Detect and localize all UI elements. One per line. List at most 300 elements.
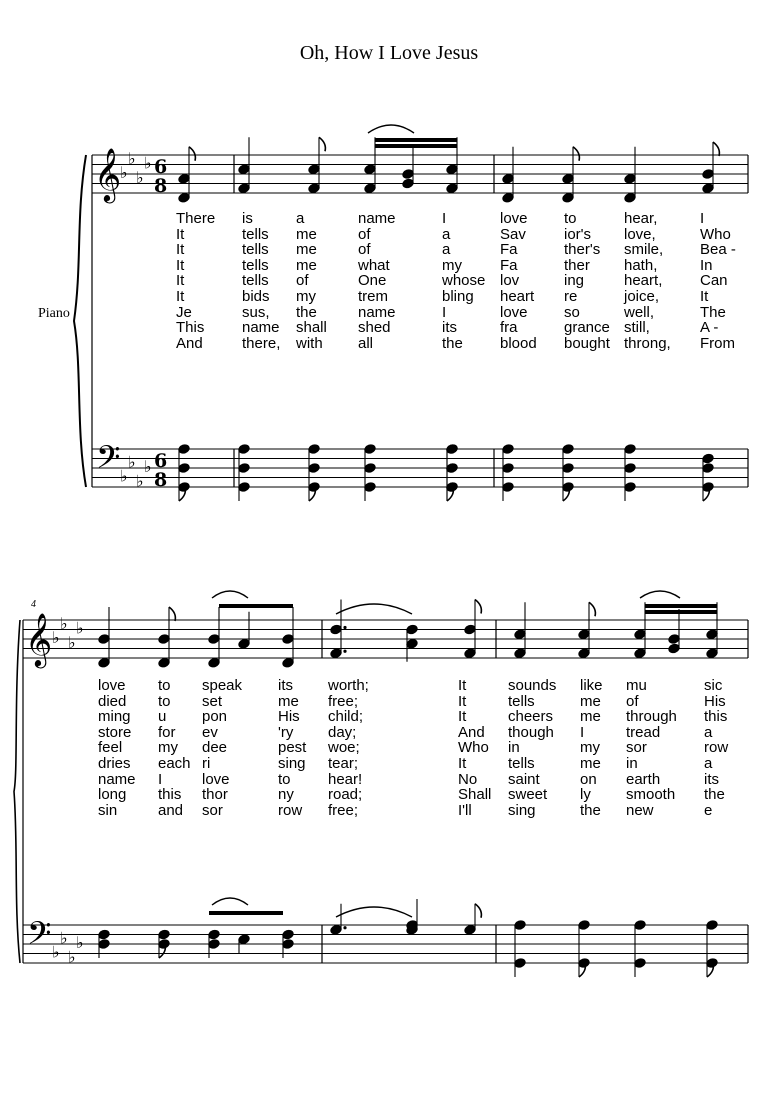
lyric-syllable: me: [580, 692, 601, 710]
lyric-syllable: earth: [626, 770, 661, 788]
notehead: [406, 624, 418, 635]
lyric-syllable: pon: [202, 708, 228, 726]
lyric-syllable: joice,: [624, 288, 660, 305]
notehead: [282, 929, 294, 940]
brace: [74, 155, 86, 487]
lyric-syllable: tells: [242, 256, 269, 274]
lyric-syllable: my: [580, 739, 600, 757]
lyric-syllable: It: [700, 288, 709, 305]
lyric-syllable: bids: [242, 288, 270, 305]
lyric-syllable: One: [358, 272, 387, 290]
notehead: [406, 638, 418, 649]
lyric-syllable: ny: [278, 786, 294, 804]
beam: [209, 911, 283, 915]
lyric-syllable: dries: [98, 755, 131, 772]
flat-sign: ♭: [76, 933, 84, 952]
notehead: [446, 183, 458, 194]
lyric-syllable: my: [296, 288, 316, 305]
bass-clef: 𝄢: [27, 914, 52, 959]
flat-sign: ♭: [128, 452, 136, 472]
notehead: [514, 958, 526, 969]
beam: [645, 610, 717, 614]
lyric-syllable: hear,: [624, 210, 658, 227]
lyric-syllable: its: [704, 770, 719, 788]
lyric-syllable: And: [458, 723, 485, 741]
beam: [375, 138, 457, 142]
treble-clef: 𝄞: [25, 612, 53, 666]
lyric-syllable: to: [564, 210, 577, 227]
lyric-syllable: me: [296, 241, 317, 259]
notehead: [702, 453, 714, 464]
lyric-syllable: ther's: [564, 241, 601, 259]
notehead: [330, 924, 342, 935]
flat-sign: ♭: [120, 163, 128, 182]
lyric-syllable: to: [278, 770, 291, 788]
lyric-syllable: the: [442, 334, 463, 352]
lyric-syllable: e: [704, 801, 713, 819]
notehead: [562, 444, 574, 455]
notehead: [502, 173, 514, 184]
lyric-syllable: what: [358, 256, 390, 274]
lyric-syllable: bling: [442, 288, 474, 305]
lyric-syllable: ther: [564, 256, 590, 274]
notehead: [98, 634, 110, 645]
notehead: [178, 173, 190, 184]
lyric-syllable: me: [580, 708, 601, 726]
flag: [475, 600, 481, 614]
lyric-syllable: to: [158, 692, 171, 710]
slur: [368, 125, 414, 133]
flat-sign: ♭: [136, 471, 144, 491]
flat-sign: ♭: [136, 167, 144, 187]
notehead: [446, 463, 458, 474]
lyric-syllable: tear;: [328, 755, 359, 772]
notehead: [668, 634, 680, 645]
lyric-syllable: smooth: [626, 786, 676, 804]
notehead: [208, 634, 220, 645]
lyric-syllable: ri: [202, 755, 211, 772]
notehead: [308, 183, 320, 194]
lyric-syllable: hath,: [624, 256, 658, 274]
lyric-syllable: sor: [202, 801, 223, 819]
slur: [640, 591, 680, 598]
notehead: [464, 624, 476, 635]
notehead: [502, 463, 514, 474]
lyric-syllable: love: [98, 677, 126, 694]
lyric-syllable: tells: [508, 692, 535, 710]
time-sig-bottom: 8: [154, 469, 168, 492]
lyric-syllable: of: [358, 241, 371, 259]
lyric-syllable: shed: [358, 319, 391, 337]
lyric-syllable: the: [296, 303, 317, 321]
flat-sign: ♭: [76, 618, 84, 638]
notehead: [702, 169, 714, 180]
lyric-syllable: love,: [624, 225, 656, 243]
notehead: [98, 929, 110, 940]
notehead: [502, 444, 514, 455]
flat-sign: ♭: [144, 457, 152, 476]
lyric-syllable: a: [704, 723, 713, 741]
notehead: [464, 648, 476, 659]
slur: [336, 604, 412, 614]
notehead: [464, 924, 476, 935]
lyric-syllable: me: [278, 692, 299, 710]
lyric-syllable: It: [176, 256, 185, 274]
notehead: [330, 648, 342, 659]
lyric-syllable: like: [580, 677, 603, 694]
lyric-syllable: hear!: [328, 770, 363, 788]
notehead: [702, 482, 714, 493]
lyric-syllable: the: [580, 801, 601, 819]
notehead: [578, 648, 590, 659]
lyric-syllable: me: [296, 225, 317, 243]
notehead: [578, 958, 590, 969]
lyric-syllable: I: [442, 210, 447, 227]
lyric-syllable: mu: [626, 677, 647, 694]
notehead: [208, 939, 220, 950]
lyric-syllable: smile,: [624, 241, 664, 259]
notehead: [308, 444, 320, 455]
lyric-syllable: name: [358, 210, 396, 227]
notehead: [208, 929, 220, 940]
lyric-syllable: thor: [202, 786, 228, 804]
flat-sign: ♭: [128, 148, 136, 168]
lyric-syllable: It: [176, 225, 185, 243]
lyric-syllable: the: [704, 786, 725, 804]
instrument-label: Piano: [38, 306, 70, 321]
notehead: [668, 643, 680, 654]
notehead: [402, 178, 414, 189]
lyric-syllable: sus,: [242, 303, 270, 321]
lyric-syllable: this: [158, 786, 182, 804]
lyric-syllable: sin: [98, 801, 118, 819]
notehead: [308, 463, 320, 474]
notehead: [98, 939, 110, 950]
bass-clef: 𝄢: [96, 438, 121, 483]
beam: [375, 144, 457, 148]
lyric-syllable: sweet: [508, 786, 548, 804]
notehead: [634, 629, 646, 640]
flat-sign: ♭: [52, 628, 60, 647]
lyric-syllable: woe;: [328, 739, 360, 757]
flat-sign: ♭: [52, 942, 60, 962]
lyric-syllable: name: [358, 303, 396, 321]
flag: [713, 142, 719, 156]
lyric-syllable: love: [500, 210, 528, 227]
notehead: [308, 164, 320, 175]
notehead: [562, 173, 574, 184]
notehead: [402, 169, 414, 180]
notehead: [98, 657, 110, 668]
notehead: [562, 463, 574, 474]
flag: [573, 147, 579, 161]
lyric-syllable: love: [202, 770, 230, 788]
beam: [219, 604, 293, 608]
notehead: [514, 648, 526, 659]
song-title: Oh, How I Love Jesus: [299, 42, 479, 64]
flat-sign: ♭: [68, 632, 76, 652]
flag: [319, 137, 325, 151]
slur: [212, 898, 248, 905]
notehead: [364, 463, 376, 474]
lyric-syllable: 'ry: [278, 723, 294, 741]
lyric-syllable: through: [626, 708, 677, 726]
lyric-syllable: is: [242, 210, 253, 227]
lyric-syllable: I: [580, 723, 585, 741]
lyric-syllable: each: [158, 755, 191, 772]
lyric-syllable: The: [700, 303, 726, 321]
lyric-syllable: to: [158, 677, 171, 694]
brace: [14, 620, 20, 963]
lyric-syllable: There: [176, 210, 216, 227]
lyric-syllable: me: [580, 755, 601, 772]
notehead: [446, 482, 458, 493]
lyric-syllable: Fa: [500, 256, 518, 274]
slur: [212, 591, 248, 598]
lyric-syllable: new: [626, 801, 654, 819]
measure-number: 4: [31, 599, 36, 610]
lyric-syllable: heart,: [624, 272, 663, 290]
lyric-syllable: road;: [328, 786, 363, 804]
notehead: [364, 482, 376, 493]
notehead: [330, 624, 342, 635]
lyric-syllable: I: [700, 210, 705, 227]
notehead: [706, 920, 718, 931]
lyric-syllable: feel: [98, 739, 123, 757]
notehead: [364, 164, 376, 175]
lyric-syllable: It: [176, 288, 185, 305]
lyric-syllable: free;: [328, 692, 359, 710]
time-sig-top: 6: [154, 450, 168, 473]
slur: [336, 907, 412, 917]
lyric-syllable: its: [442, 319, 457, 337]
lyric-syllable: tread: [626, 723, 661, 741]
beam: [645, 604, 717, 608]
lyric-syllable: whose: [442, 272, 486, 290]
lyric-syllable: ev: [202, 723, 218, 741]
notehead: [624, 463, 636, 474]
lyric-syllable: ior's: [564, 225, 592, 243]
notehead: [282, 657, 294, 668]
lyric-syllable: I: [158, 770, 163, 788]
lyric-syllable: pest: [278, 739, 307, 757]
notehead: [578, 920, 590, 931]
flag: [169, 607, 175, 621]
lyric-syllable: ming: [98, 708, 131, 726]
notehead: [238, 482, 250, 493]
notehead: [178, 482, 190, 493]
lyric-syllable: I: [442, 303, 447, 321]
notehead: [446, 444, 458, 455]
notehead: [282, 634, 294, 645]
lyric-syllable: with: [296, 334, 323, 352]
notehead: [208, 657, 220, 668]
lyric-syllable: Fa: [500, 241, 518, 259]
lyric-syllable: day;: [328, 723, 357, 741]
lyric-syllable: It: [458, 692, 467, 710]
lyric-syllable: on: [580, 770, 597, 788]
lyric-syllable: No: [458, 770, 478, 788]
lyric-syllable: of: [296, 272, 309, 290]
lyric-syllable: speak: [202, 677, 243, 694]
lyric-syllable: heart: [500, 288, 535, 305]
notehead: [364, 183, 376, 194]
lyric-syllable: Who: [458, 739, 489, 757]
lyric-syllable: lov: [500, 272, 520, 290]
flag: [189, 147, 195, 161]
lyric-syllable: sing: [508, 801, 536, 819]
lyric-syllable: A -: [700, 319, 719, 337]
lyric-syllable: all: [358, 334, 374, 352]
lyric-syllable: It: [458, 755, 467, 772]
notehead: [706, 629, 718, 640]
notehead: [158, 634, 170, 645]
notehead: [178, 444, 190, 455]
notehead: [158, 939, 170, 950]
notehead: [158, 929, 170, 940]
lyric-syllable: for: [158, 723, 176, 741]
lyric-syllable: Shall: [458, 786, 492, 804]
notehead: [158, 657, 170, 668]
dot: [343, 650, 346, 653]
lyric-syllable: my: [442, 256, 462, 274]
lyric-syllable: sing: [278, 755, 306, 772]
notehead: [624, 192, 636, 203]
lyric-syllable: me: [296, 256, 317, 274]
lyric-syllable: and: [158, 801, 184, 819]
flag: [475, 904, 481, 918]
lyric-syllable: re: [564, 288, 578, 305]
lyric-syllable: Sav: [500, 225, 526, 243]
lyric-syllable: of: [358, 225, 371, 243]
notehead: [634, 958, 646, 969]
lyric-syllable: tells: [242, 225, 269, 243]
lyric-syllable: row: [278, 801, 303, 819]
lyric-syllable: His: [278, 708, 300, 726]
notehead: [446, 164, 458, 175]
lyric-syllable: a: [296, 210, 305, 227]
lyric-syllable: love: [500, 303, 528, 321]
lyric-syllable: though: [508, 723, 554, 741]
lyric-syllable: Bea -: [700, 241, 736, 259]
notehead: [502, 192, 514, 203]
notehead: [238, 934, 250, 945]
lyric-syllable: trem: [358, 288, 388, 305]
lyric-syllable: u: [158, 708, 167, 726]
lyric-syllable: ing: [564, 272, 585, 290]
lyric-syllable: a: [704, 755, 713, 772]
time-sig-top: 6: [154, 156, 168, 179]
lyric-syllable: there,: [242, 334, 281, 352]
lyric-syllable: dee: [202, 739, 228, 757]
lyric-syllable: Can: [700, 272, 728, 290]
lyric-syllable: so: [564, 303, 580, 321]
notehead: [702, 463, 714, 474]
lyric-syllable: ly: [580, 786, 591, 804]
lyric-syllable: still,: [624, 319, 650, 337]
lyric-syllable: worth;: [328, 677, 369, 694]
notehead: [706, 648, 718, 659]
lyric-syllable: free;: [328, 801, 359, 819]
lyric-syllable: well,: [624, 303, 655, 321]
notehead: [178, 192, 190, 203]
flag: [589, 602, 595, 616]
lyric-syllable: And: [176, 334, 203, 352]
lyric-syllable: throng,: [624, 334, 671, 352]
lyric-syllable: It: [176, 241, 185, 259]
notehead: [624, 444, 636, 455]
notehead: [562, 482, 574, 493]
notehead: [562, 192, 574, 203]
notehead: [238, 463, 250, 474]
lyric-syllable: row: [704, 739, 729, 757]
lyric-syllable: It: [458, 677, 467, 694]
treble-clef: 𝄞: [94, 147, 122, 201]
lyric-syllable: store: [98, 723, 132, 741]
notehead: [238, 444, 250, 455]
lyric-syllable: sounds: [508, 677, 557, 694]
lyric-syllable: tells: [242, 272, 269, 290]
lyric-syllable: Who: [700, 225, 731, 243]
flat-sign: ♭: [120, 466, 128, 486]
lyric-syllable: bought: [564, 334, 610, 352]
lyric-syllable: blood: [500, 334, 537, 352]
dot: [343, 926, 346, 929]
notehead: [364, 444, 376, 455]
flat-sign: ♭: [60, 928, 68, 948]
lyric-syllable: In: [700, 256, 713, 274]
lyric-syllable: It: [458, 708, 467, 726]
lyric-syllable: child;: [328, 708, 364, 726]
notehead: [502, 482, 514, 493]
notehead: [238, 164, 250, 175]
lyric-syllable: tells: [242, 241, 269, 259]
notehead: [624, 482, 636, 493]
lyric-syllable: Je: [176, 303, 192, 321]
lyric-syllable: a: [442, 241, 451, 259]
flat-sign: ♭: [144, 153, 152, 173]
lyric-syllable: saint: [508, 770, 540, 788]
lyric-syllable: died: [98, 692, 127, 710]
notehead: [514, 920, 526, 931]
lyric-syllable: in: [626, 755, 638, 772]
notehead: [282, 939, 294, 950]
lyric-syllable: of: [626, 692, 639, 710]
lyric-syllable: grance: [564, 319, 610, 337]
lyric-syllable: its: [278, 677, 293, 694]
notehead: [578, 629, 590, 640]
lyric-syllable: shall: [296, 319, 327, 337]
notehead: [238, 638, 250, 649]
lyric-syllable: a: [442, 225, 451, 243]
notehead: [706, 958, 718, 969]
notehead: [702, 183, 714, 194]
lyric-syllable: long: [98, 786, 127, 804]
notehead: [634, 920, 646, 931]
lyric-syllable: It: [176, 272, 185, 290]
lyric-syllable: in: [508, 739, 520, 757]
notehead: [178, 463, 190, 474]
notehead: [308, 482, 320, 493]
notehead: [624, 173, 636, 184]
lyric-syllable: fra: [500, 319, 518, 337]
lyric-syllable: name: [98, 770, 136, 788]
flat-sign: ♭: [68, 947, 76, 967]
lyric-syllable: sic: [704, 677, 723, 694]
lyric-syllable: cheers: [508, 708, 554, 726]
flat-sign: ♭: [60, 613, 68, 633]
lyric-syllable: this: [704, 708, 728, 726]
